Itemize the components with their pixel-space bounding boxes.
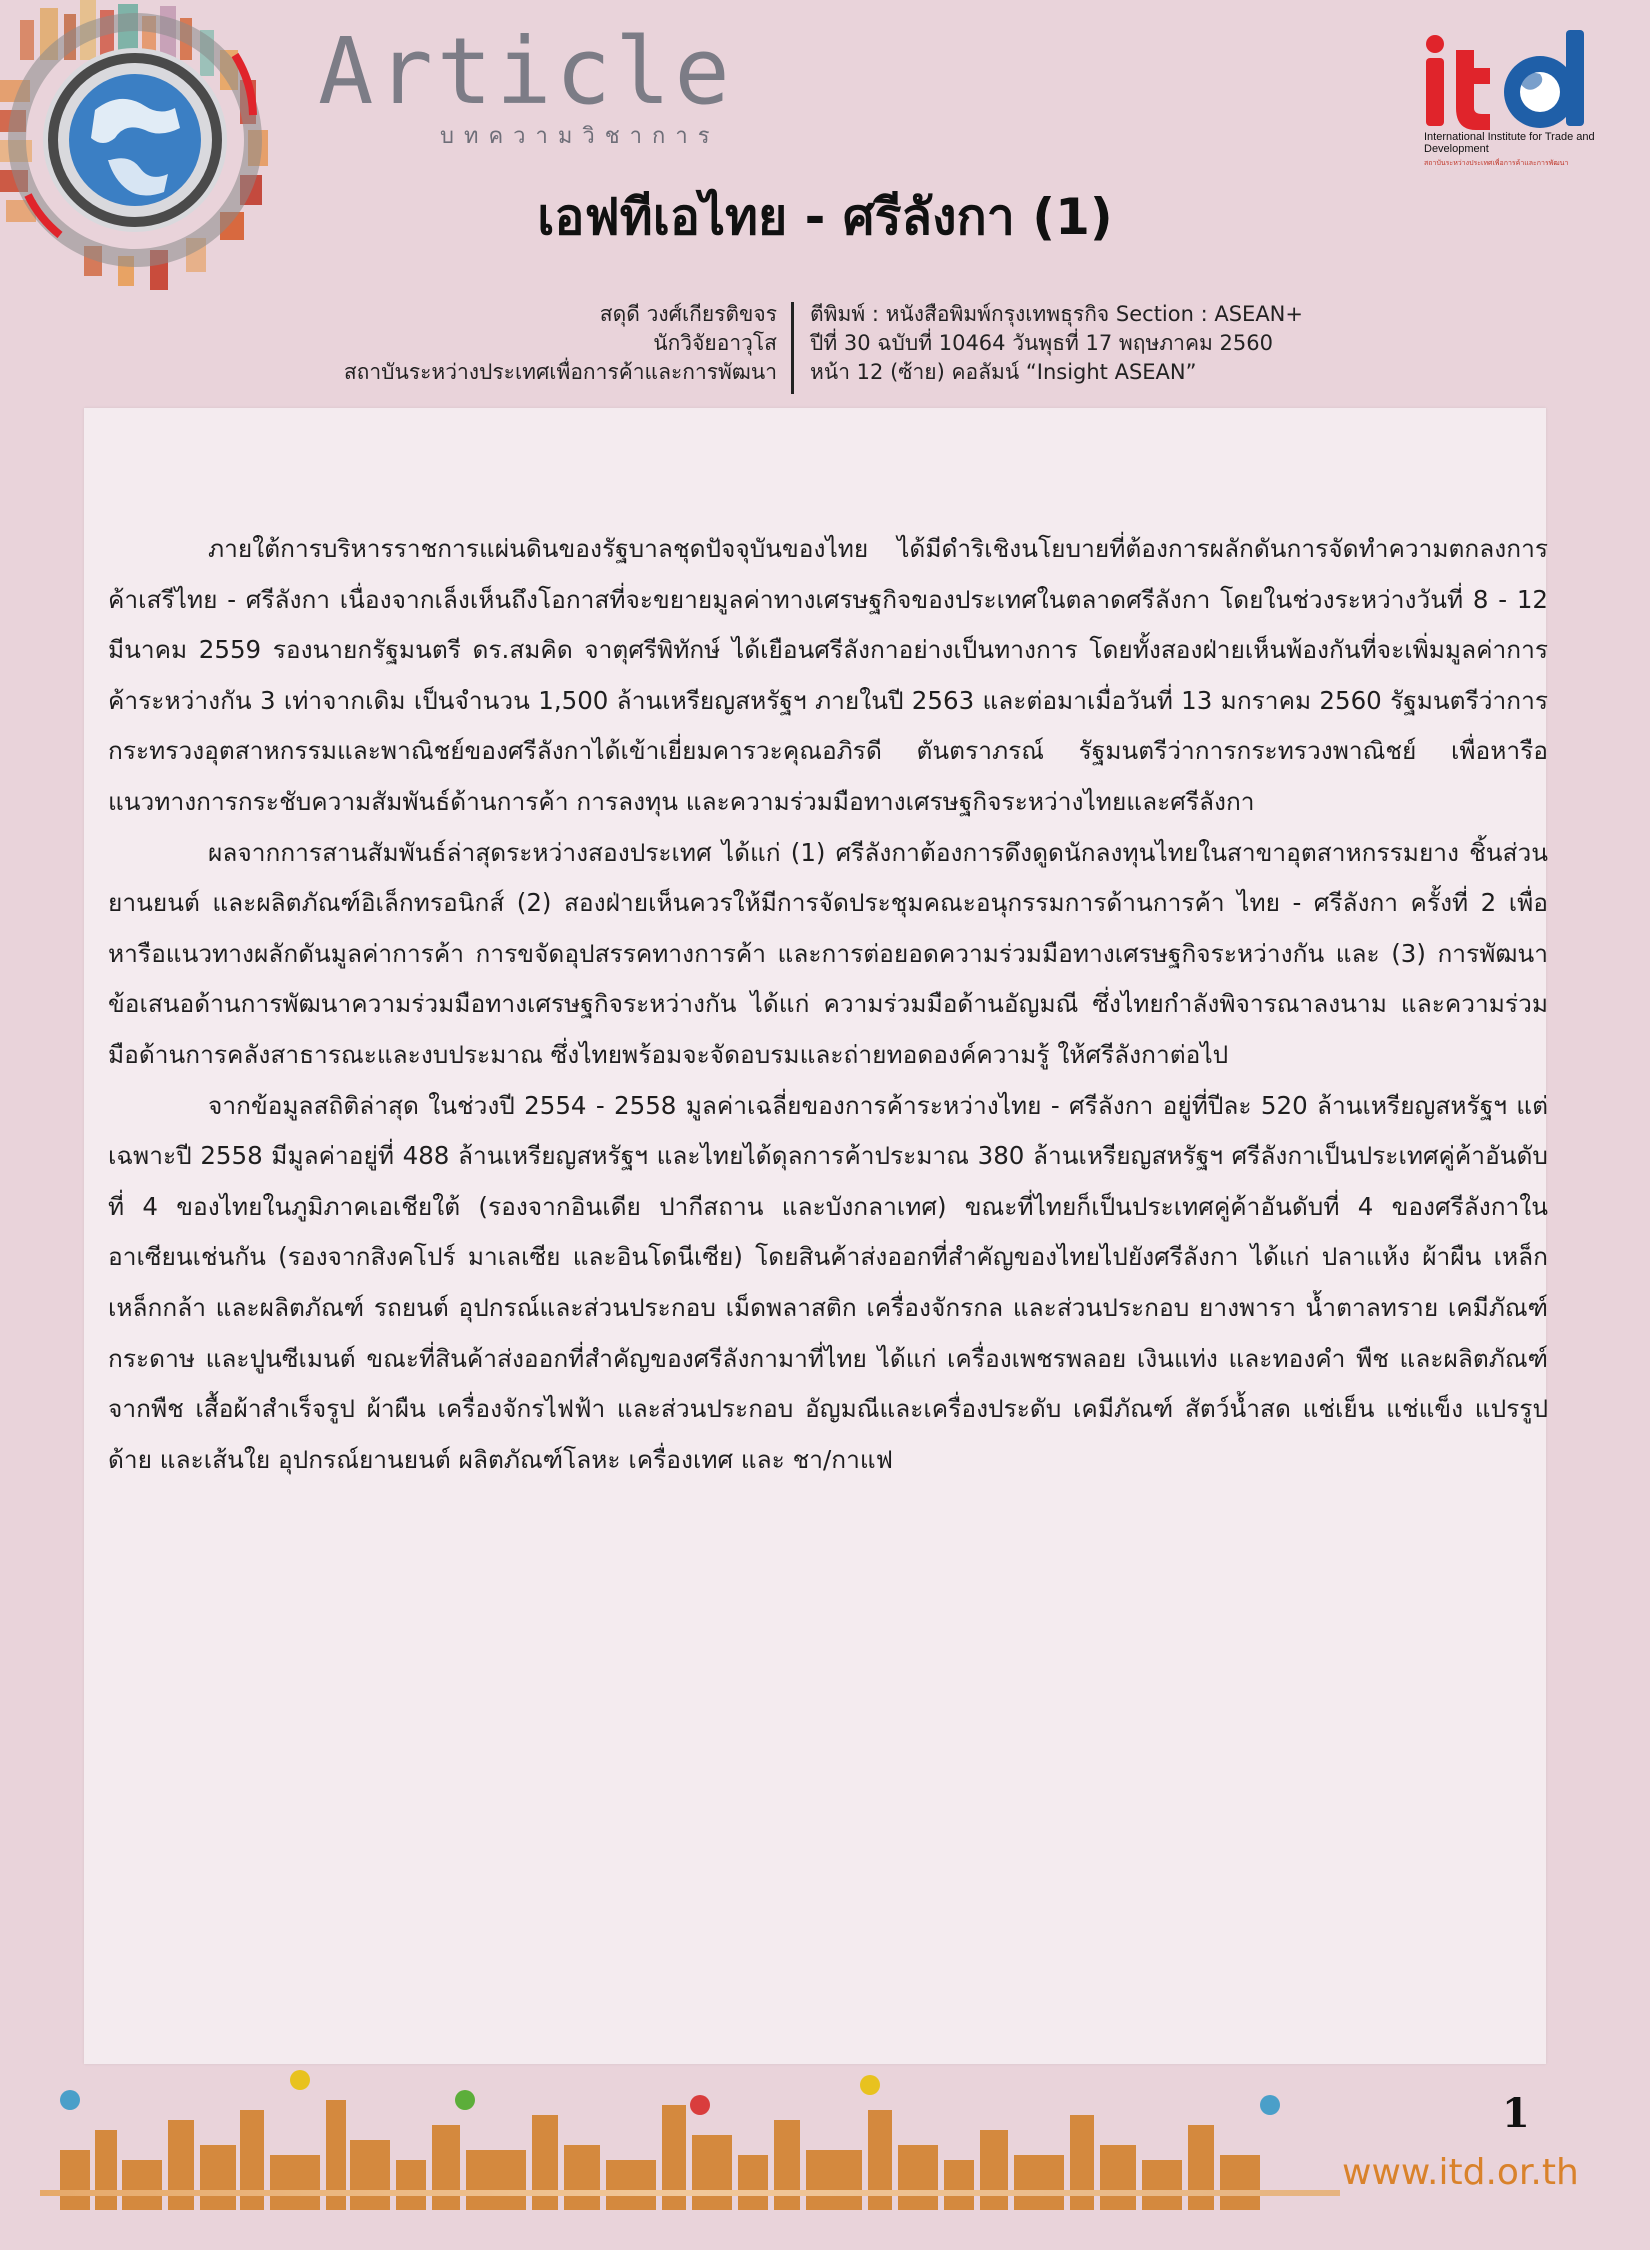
publication-block xyxy=(810,300,1303,387)
website-link[interactable]: www.itd.or.th xyxy=(1342,2152,1579,2193)
city-skyline-icon xyxy=(40,2060,1320,2220)
publication-line-2: ปีที่ 30 ฉบับที่ 10464 วันพุธที่ 17 พฤษภาคม 2560 xyxy=(810,331,1273,355)
author-position: นักวิจัยอาวุโส xyxy=(653,331,777,355)
author-organization: สถาบันระหว่างประเทศเพื่อการค้าและการพัฒนา xyxy=(343,360,777,384)
publication-line-3: หน้า 12 (ซ้าย) คอลัมน์ “Insight ASEAN” xyxy=(810,360,1197,384)
itd-caption: International Institute for Trade and Development xyxy=(1424,131,1595,155)
itd-caption-thai: สถาบันระหว่างประเทศเพื่อการค้าและการพัฒนา xyxy=(1424,160,1569,167)
paragraph-1: ภายใต้การบริหารราชการแผ่นดินของรัฐบาลชุดปัจจุบันของไทย ได้มีดำริเชิงนโยบายที่ต้องการผลักดันการจัดทำความตกลงการค้าเสรีไทย - ศรีลังกา เนื่องจากเล็งเห็นถึงโอกาสที่จะขยายมูลค่าทางเศรษฐกิจของประเทศในตลาดศรีลังกา โดยในช่วงระหว่างวันที่ 8 - 12 มีนาคม 2559 รองนายกรัฐมนตรี ดร.สมคิด จาตุศรีพิทักษ์ ได้เยือนศรีลังกาอย่างเป็นทางการ โดยทั้งสองฝ่ายเห็นพ้องกันที่จะเพิ่มมูลค่าการค้าระหว่างกัน 3 เท่าจากเดิม เป็นจำนวน 1,500 ล้านเหรียญสหรัฐฯ ภายในปี 2563 และต่อมาเมื่อวันที่ 13 มกราคม 2560 รัฐมนตรีว่าการกระทรวงอุตสาหกรรมและพาณิชย์ของศรีลังกาได้เข้าเยี่ยมคารวะคุณอภิรดี ตันตราภรณ์ รัฐมนตรีว่าการกระทรวงพาณิชย์ เพื่อหารือแนวทางการกระชับความสัมพันธ์ด้านการค้า การลงทุน และความร่วมมือทางเศรษฐกิจระหว่างไทยและศรีลังกา xyxy=(108,534,1548,816)
paragraph-2: ผลจากการสานสัมพันธ์ล่าสุดระหว่างสองประเทศ ได้แก่ (1) ศรีลังกาต้องการดึงดูดนักลงทุนไทยในสาขาอุตสาหกรรมยาง ชิ้นส่วนยานยนต์ และผลิตภัณฑ์อิเล็กทรอนิกส์ (2) สองฝ่ายเห็นควรให้มีการจัดประชุมคณะอนุกรรมการด้านการค้า ไทย - ศรีลังกา ครั้งที่ 2 เพื่อหารือแนวทางผลักดันมูลค่าการค้า การขจัดอุปสรรคทางการค้า และการต่อยอดความร่วมมือทางเศรษฐกิจระหว่างกัน และ (3) การพัฒนาข้อเสนอด้านการพัฒนาความร่วมมือทางเศรษฐกิจระหว่างกัน ได้แก่ ความร่วมมือด้านอัญมณี ซึ่งไทยกำลังพิจารณาลงนาม และความร่วมมือด้านการคลังสาธารณะและงบประมาณ ซึ่งไทยพร้อมจะจัดอบรมและถ่ายทอดองค์ความรู้ ให้ศรีลังกาต่อไป xyxy=(108,837,1548,1069)
page-number: 1 xyxy=(1502,2090,1530,2137)
paragraph-3: จากข้อมูลสถิติล่าสุด ในช่วงปี 2554 - 2558 มูลค่าเฉลี่ยของการค้าระหว่างไทย - ศรีลังกา อยู่ที่ปีละ 520 ล้านเหรียญสหรัฐฯ แต่เฉพาะปี 2558 มีมูลค่าอยู่ที่ 488 ล้านเหรียญสหรัฐฯ และไทยได้ดุลการค้าประมาณ 380 ล้านเหรียญสหรัฐฯ ศรีลังกาเป็นประเทศคู่ค้าอันดับที่ 4 ของไทยในภูมิภาคเอเชียใต้ (รองจากอินเดีย ปากีสถาน และบังกลาเทศ) ขณะที่ไทยก็เป็นประเทศคู่ค้าอันดับที่ 4 ของศรีลังกาในอาเซียนเช่นกัน (รองจากสิงคโปร์ มาเลเซีย และอินโดนีเซีย) โดยสินค้าส่งออกที่สำคัญของไทยไปยังศรีลังกา ได้แก่ ปลาแห้ง ผ้าผืน เหล็ก เหล็กกล้า และผลิตภัณฑ์ รถยนต์ อุปกรณ์และส่วนประกอบ เม็ดพลาสติก เครื่องจักรกล และส่วนประกอบ ยางพารา น้ำตาลทราย เคมีภัณฑ์ กระดาษ และปูนซีเมนต์ ขณะที่สินค้าส่งออกที่สำคัญของศรีลังกามาที่ไทย ได้แก่ เครื่องเพชรพลอย เงินแท่ง และทองคำ พืช และผลิตภัณฑ์จากพืช เสื้อผ้าสำเร็จรูป ผ้าผืน เครื่องจักรไฟฟ้า และส่วนประกอบ อัญมณีและเครื่องประดับ เคมีภัณฑ์ สัตว์น้ำสด แช่เย็น แช่แข็ง แปรรูป ด้าย และเส้นใย อุปกรณ์ยานยนต์ ผลิตภัณฑ์โลหะ เครื่องเทศ และ ชา/กาแฟ xyxy=(108,1090,1548,1474)
footer-bar xyxy=(40,2190,1340,2196)
article-emblem xyxy=(0,0,360,310)
article-heading: Article xyxy=(318,18,734,125)
article-body xyxy=(108,524,1548,1485)
article-subheading: บทความวิชาการ xyxy=(440,124,720,149)
publication-line-1: ตีพิมพ์ : หนังสือพิมพ์กรุงเทพธุรกิจ Section : ASEAN+ xyxy=(810,302,1303,326)
author-name: สดุดี วงศ์เกียรติขจร xyxy=(599,302,777,326)
author-divider xyxy=(791,302,794,394)
article-title: เอฟทีเอไทย - ศรีลังกา (1) xyxy=(537,188,1113,246)
author-block xyxy=(344,300,777,387)
